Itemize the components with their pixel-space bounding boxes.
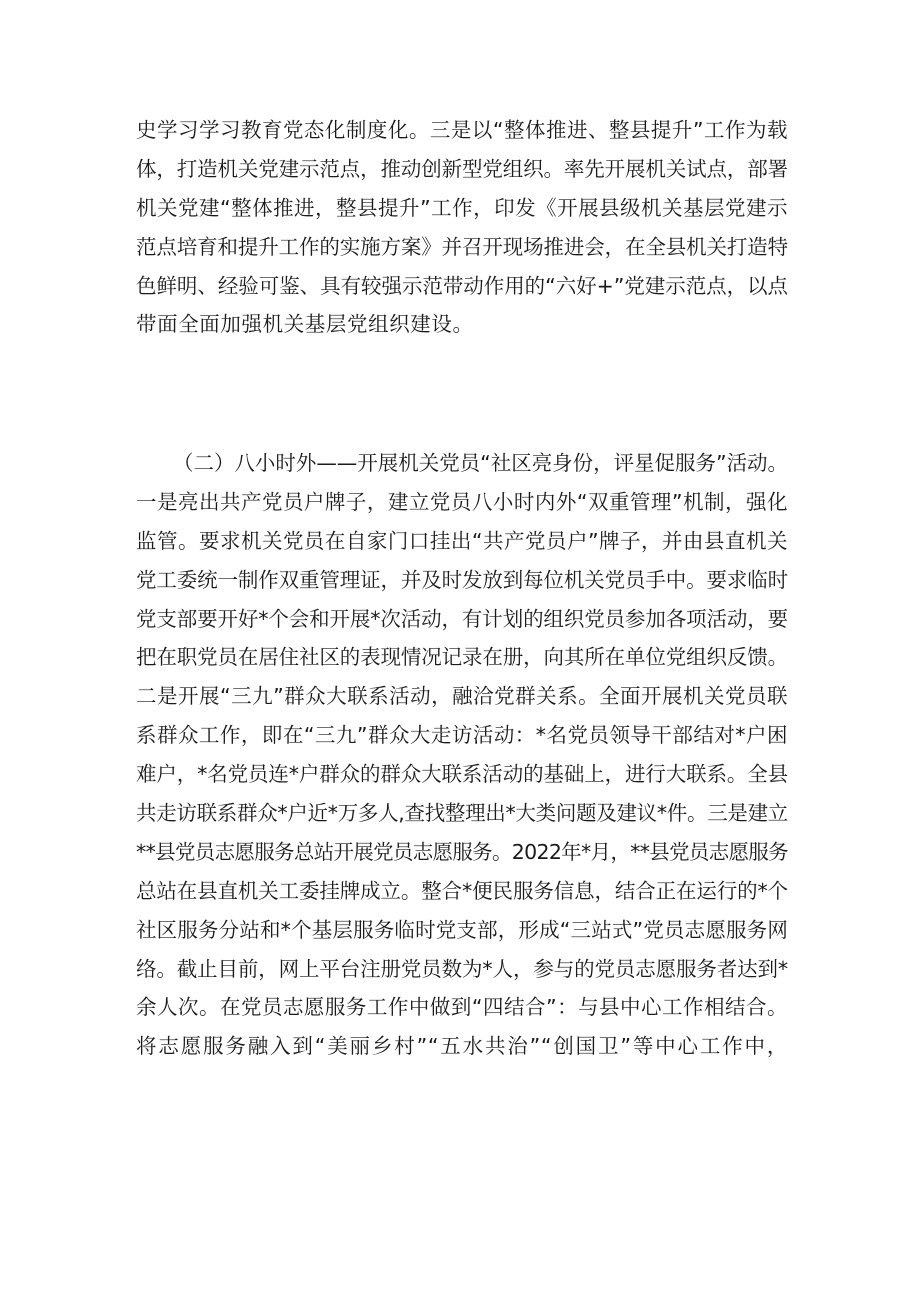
- text-line: 把在职党员在居住社区的表现情况记录在册，向其所在单位党组织反馈。: [136, 645, 788, 670]
- text-line: 络。截止目前，网上平台注册党员数为*人，参与的党员志愿服务者达到*: [136, 956, 788, 981]
- text-line: 范点培育和提升工作的实施方案》并召开现场推进会，在全县机关打造特: [136, 234, 788, 259]
- paragraph-1: [136, 111, 788, 344]
- text-line: 党支部要开好*个会和开展*次活动，有计划的组织党员参加各项活动，要: [136, 606, 788, 631]
- text-line: 将志愿服务融入到“美丽乡村”“五水共治”“创国卫”等中心工作中，: [136, 1034, 788, 1059]
- text-line: 社区服务分站和*个基层服务临时党支部，形成“三站式”党员志愿服务网: [136, 917, 788, 942]
- text-line: **县党员志愿服务总站开展党员志愿服务。2022年*月，**县党员志愿服务: [136, 839, 788, 864]
- text-line: 史学习学习教育党态化制度化。三是以“整体推进、整县提升”工作为载: [136, 118, 788, 142]
- paragraph-2: [136, 444, 788, 1066]
- text-line: 监管。要求机关党员在自家门口挂出“共产党员户”牌子，并由县直机关: [136, 528, 788, 553]
- text-line: 一是亮出共产党员户牌子，建立党员八小时内外“双重管理”机制，强化: [136, 489, 788, 514]
- text-line: 难户，*名党员连*户群众的群众大联系活动的基础上，进行大联系。全县: [136, 762, 788, 787]
- text-line: 共走访联系群众*户近*万多人,查找整理出*大类问题及建议*件。三是建立: [136, 801, 788, 826]
- text-line: 机关党建“整体推进，整县提升”工作，印发《开展县级机关基层党建示: [136, 195, 788, 220]
- text-line: 体，打造机关党建示范点，推动创新型党组织。率先开展机关试点，部署: [136, 156, 788, 181]
- text-line: 余人次。在党员志愿服务工作中做到“四结合”：与县中心工作相结合。: [136, 995, 788, 1020]
- text-line: 总站在县直机关工委挂牌成立。整合*便民服务信息，结合正在运行的*个: [136, 878, 788, 903]
- text-line: 色鲜明、经验可鉴、具有较强示范带动作用的“六好+”党建示范点，以点: [136, 273, 788, 298]
- text-line: 二是开展“三九”群众大联系活动，融洽党群关系。全面开展机关党员联: [136, 684, 788, 709]
- text-line: 系群众工作，即在“三九”群众大走访活动：*名党员领导干部结对*户困: [136, 723, 788, 748]
- text-line: （二）八小时外——开展机关党员“社区亮身份，评星促服务”活动。: [173, 451, 788, 475]
- text-line: 带面全面加强机关基层党组织建设。: [136, 312, 474, 337]
- text-line: 党工委统一制作双重管理证，并及时发放到每位机关党员手中。要求临时: [136, 567, 788, 592]
